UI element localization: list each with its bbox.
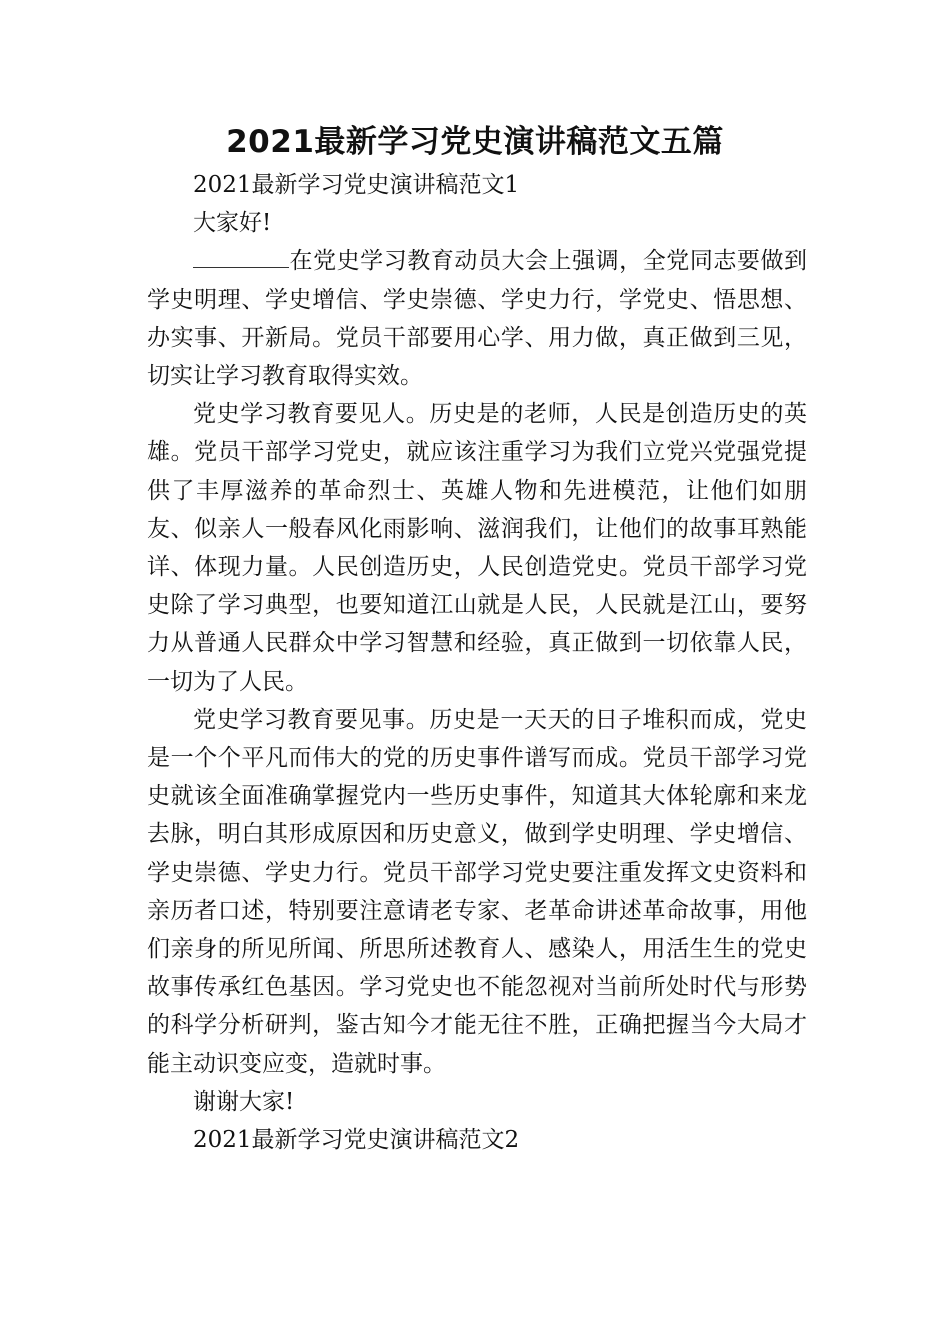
paragraph-see-events: 党史学习教育要见事。历史是一天天的日子堆积而成，党史是一个个平凡而伟大的党的历史事件谱写而成。党员干部学习党史就该全面准确掌握党内一些历史事件，知道其大体轮廓和来龙去脉，明白其形成原因和历史意义，做到学史明理、学史增信、学史崇德、学史力行。党员干部学习党史要注重发挥文史资料和亲历者口述，特别要注意请老专家、老革命讲述革命故事，用他们亲身的所见所闻、所思所述教育人、感染人，用活生生的党史故事传承红色基因。学习党史也不能忽视对当前所处时代与形势的科学分析研判，鉴古知今才能无往不胜，正确把握当今大局才能主动识变应变，造就时事。 (147, 706, 807, 1077)
greeting: 大家好! (193, 210, 272, 237)
document-title: 2021最新学习党史演讲稿范文五篇 (226, 124, 724, 160)
section-heading-2: 2021最新学习党史演讲稿范文2 (193, 1127, 520, 1154)
fill-in-blank (193, 247, 289, 268)
section-heading-1: 2021最新学习党史演讲稿范文1 (193, 172, 520, 198)
paragraph-intro (147, 242, 807, 395)
document-body (147, 166, 807, 1159)
paragraph-see-people: 党史学习教育要见人。历史是的老师，人民是创造历史的英雄。党员干部学习党史，就应该注重学习为我们立党兴党强党提供了丰厚滋养的革命烈士、英雄人物和先进模范，让他们如朋友、似亲人一般春风化雨影响、滋润我们，让他们的故事耳熟能详、体现力量。人民创造历史，人民创造党史。党员干部学习党史除了学习典型，也要知道江山就是人民，人民就是江山，要努力从普通人民群众中学习智慧和经验，真正做到一切依靠人民，一切为了人民。 (147, 401, 807, 695)
closing-thanks: 谢谢大家! (193, 1088, 295, 1115)
paragraph-intro-text: 在党史学习教育动员大会上强调，全党同志要做到学史明理、学史增信、学史崇德、学史力行，学党史、悟思想、办实事、开新局。党员干部要用心学、用力做，真正做到三见，切实让学习教育取得实效。 (147, 248, 807, 390)
